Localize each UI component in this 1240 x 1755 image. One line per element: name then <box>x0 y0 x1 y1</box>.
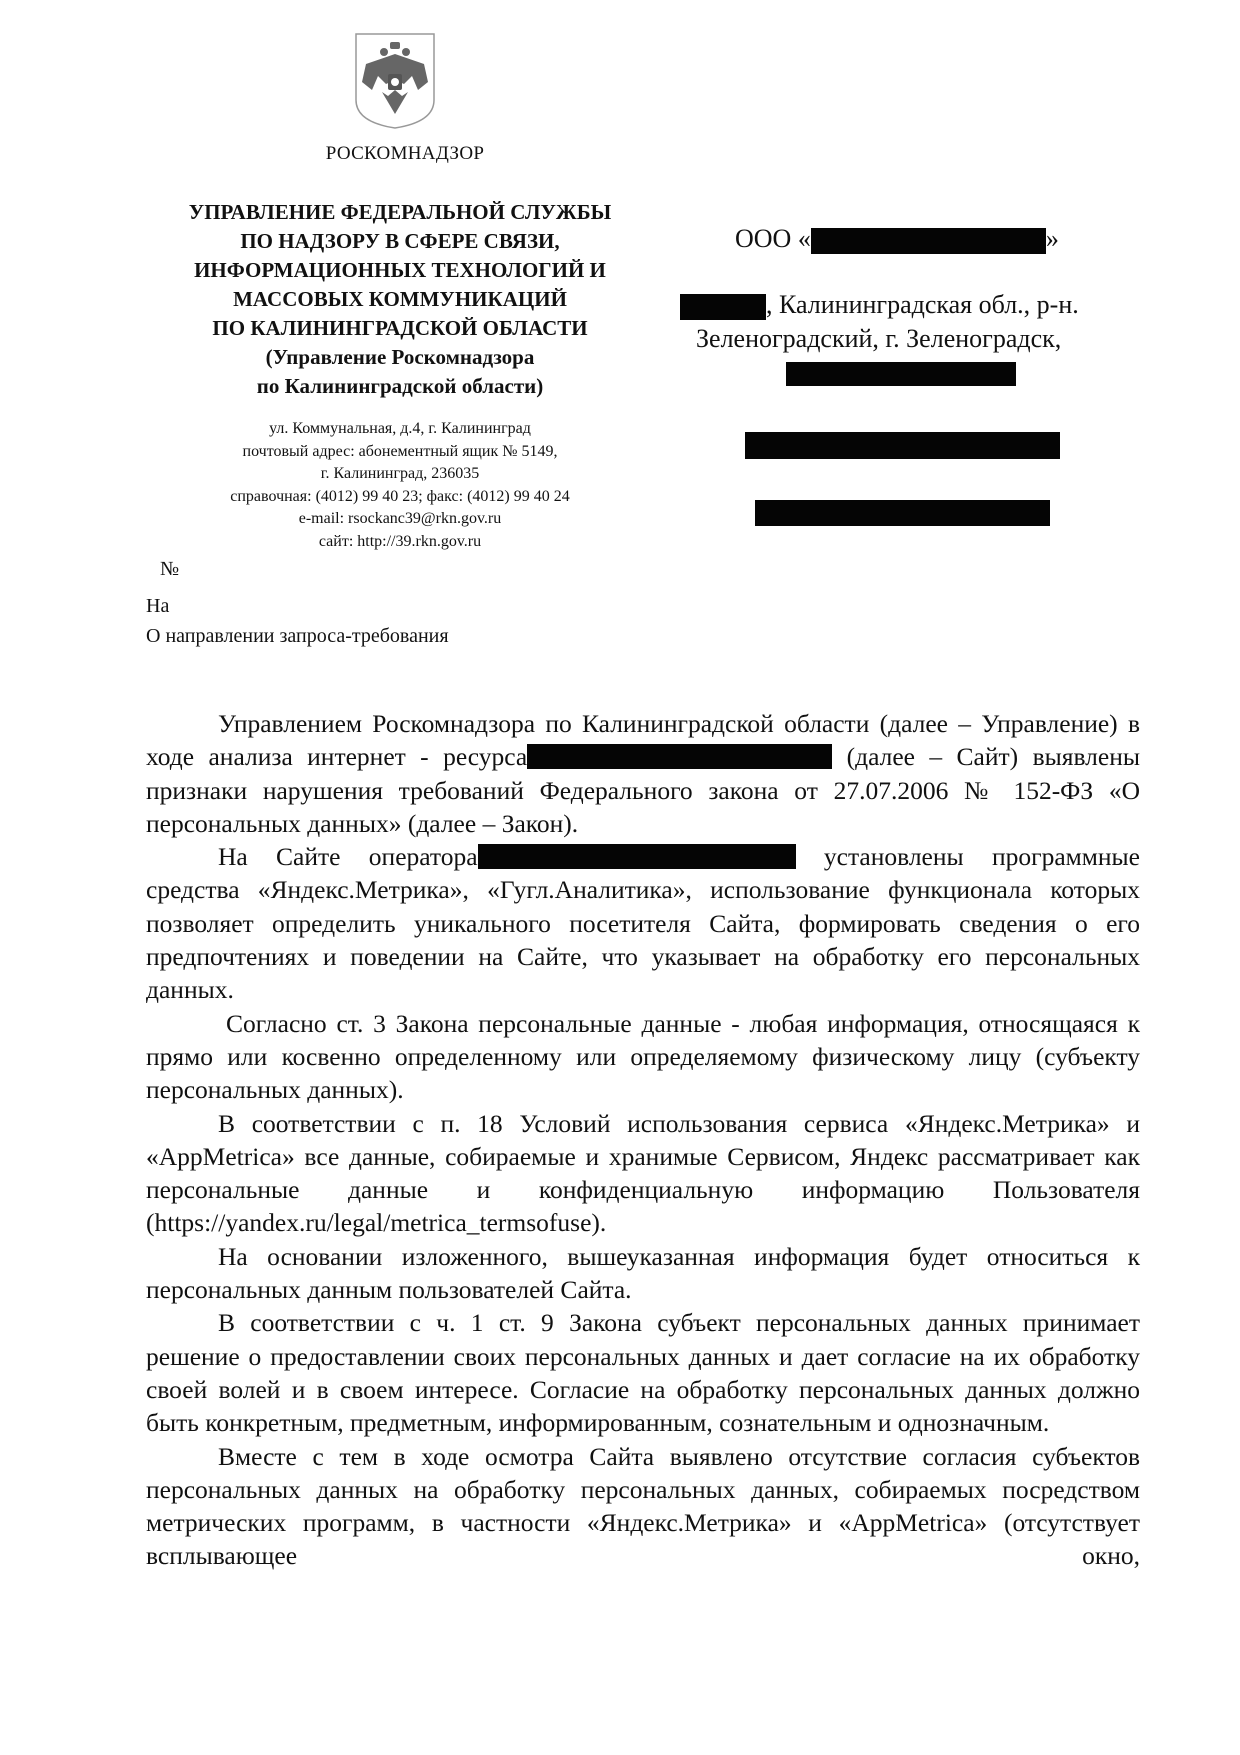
paragraph: Управлением Роскомнадзора по Калининградской области (далее – Управление) в ходе анализа интернет - ресурса (далее – Сайт) выявлены признаки нарушения требований Федерального закона от 27.07.2006 № 152-ФЗ «О персональных данных» (далее – Закон). <box>146 709 1140 838</box>
recipient-address-line: Зеленоградский, г. Зеленоградск, <box>696 324 1062 353</box>
redaction-bar <box>755 500 1050 526</box>
recipient-address-line: , Калининградская обл., р-н. <box>680 288 1140 322</box>
in-reply-to-label: На <box>146 595 170 617</box>
contact-line: e-mail: rsockanc39@rkn.gov.ru <box>298 510 502 527</box>
paragraph: На Сайте оператора установлены программные средства «Яндекс.Метрика», «Гугл.Аналитика», использование функционала которых позволяет определить уникального посетителя Сайта, формировать сведения о его предпочтениях и поведении на Сайте, что указывает на обработку его персональных данных. <box>146 842 1141 1005</box>
redaction-bar <box>527 744 832 769</box>
paragraph: Согласно ст. 3 Закона персональные данные - любая информация, относящаяся к прямо или косвенно определенному или определяемому физическому лицу (субъекту персональных данных). <box>146 1008 1140 1105</box>
recipient-block <box>680 222 1140 526</box>
agency-name-line: по Калининградской области) <box>256 374 544 398</box>
paragraph: Вместе с тем в ходе осмотра Сайта выявлено отсутствие согласия субъектов персональных данных на обработку персональных данных, собираемых посредством метрических программ, в частности «Яндекс.Метрика» и «AppMetrica» (отсутствует всплывающее окно, <box>146 1441 1140 1571</box>
agency-name-line: МАССОВЫХ КОММУНИКАЦИЙ <box>233 287 567 311</box>
agency-contacts <box>165 418 635 553</box>
redaction-bar <box>680 294 766 320</box>
agency-name-line: УПРАВЛЕНИЕ ФЕДЕРАЛЬНОЙ СЛУЖБЫ <box>188 200 612 224</box>
redaction-bar <box>786 362 1016 386</box>
agency-short-name: РОСКОМНАДЗОР <box>325 143 485 164</box>
redaction-bar <box>811 228 1046 254</box>
contact-line: г. Калининград, 236035 <box>320 465 480 482</box>
redaction-bar <box>745 432 1060 459</box>
outgoing-number-label: № <box>160 558 180 580</box>
agency-name-line: ПО НАДЗОРУ В СФЕРЕ СВЯЗИ, <box>240 229 560 253</box>
russian-coat-of-arms-icon <box>352 30 438 130</box>
paragraph: На основании изложенного, вышеуказанная информация будет относиться к персональных данным пользователей Сайта. <box>146 1241 1140 1305</box>
recipient-org: ООО « » <box>735 224 1059 253</box>
paragraph: В соответствии с п. 18 Условий использования сервиса «Яндекс.Метрика» и «AppMetrica» все данные, собираемые и хранимые Сервисом, Яндекс рассматривает как персональные данные и конфиденциальную информацию Пользователя (https://yandex.ru/legal/metrica_termsofuse). <box>146 1108 1140 1238</box>
letter-body <box>146 707 1140 1573</box>
agency-full-name <box>140 198 660 401</box>
agency-name-line: ПО КАЛИНИНГРАДСКОЙ ОБЛАСТИ <box>212 316 588 340</box>
paragraph: В соответствии с ч. 1 ст. 9 Закона субъект персональных данных принимает решение о предоставлении своих персональных данных и дает согласие на их обработку своей волей и в своем интересе. Согласие на обработку персональных данных должно быть конкретным, предметным, информированным, сознательным и однозначным. <box>146 1308 1140 1438</box>
agency-name-line: ИНФОРМАЦИОННЫХ ТЕХНОЛОГИЙ И <box>194 258 606 282</box>
contact-line: сайт: http://39.rkn.gov.ru <box>318 532 482 550</box>
redaction-bar <box>478 844 796 869</box>
contact-line: почтовый адрес: абонементный ящик № 5149, <box>242 442 558 460</box>
contact-line: ул. Коммунальная, д.4, г. Калининград <box>269 420 531 437</box>
contact-line: справочная: (4012) 99 40 23; факс: (4012) 99 40 24 <box>230 487 570 505</box>
letter-subject: О направлении запроса-требования <box>146 625 449 647</box>
agency-name-line: (Управление Роскомнадзора <box>265 345 535 369</box>
